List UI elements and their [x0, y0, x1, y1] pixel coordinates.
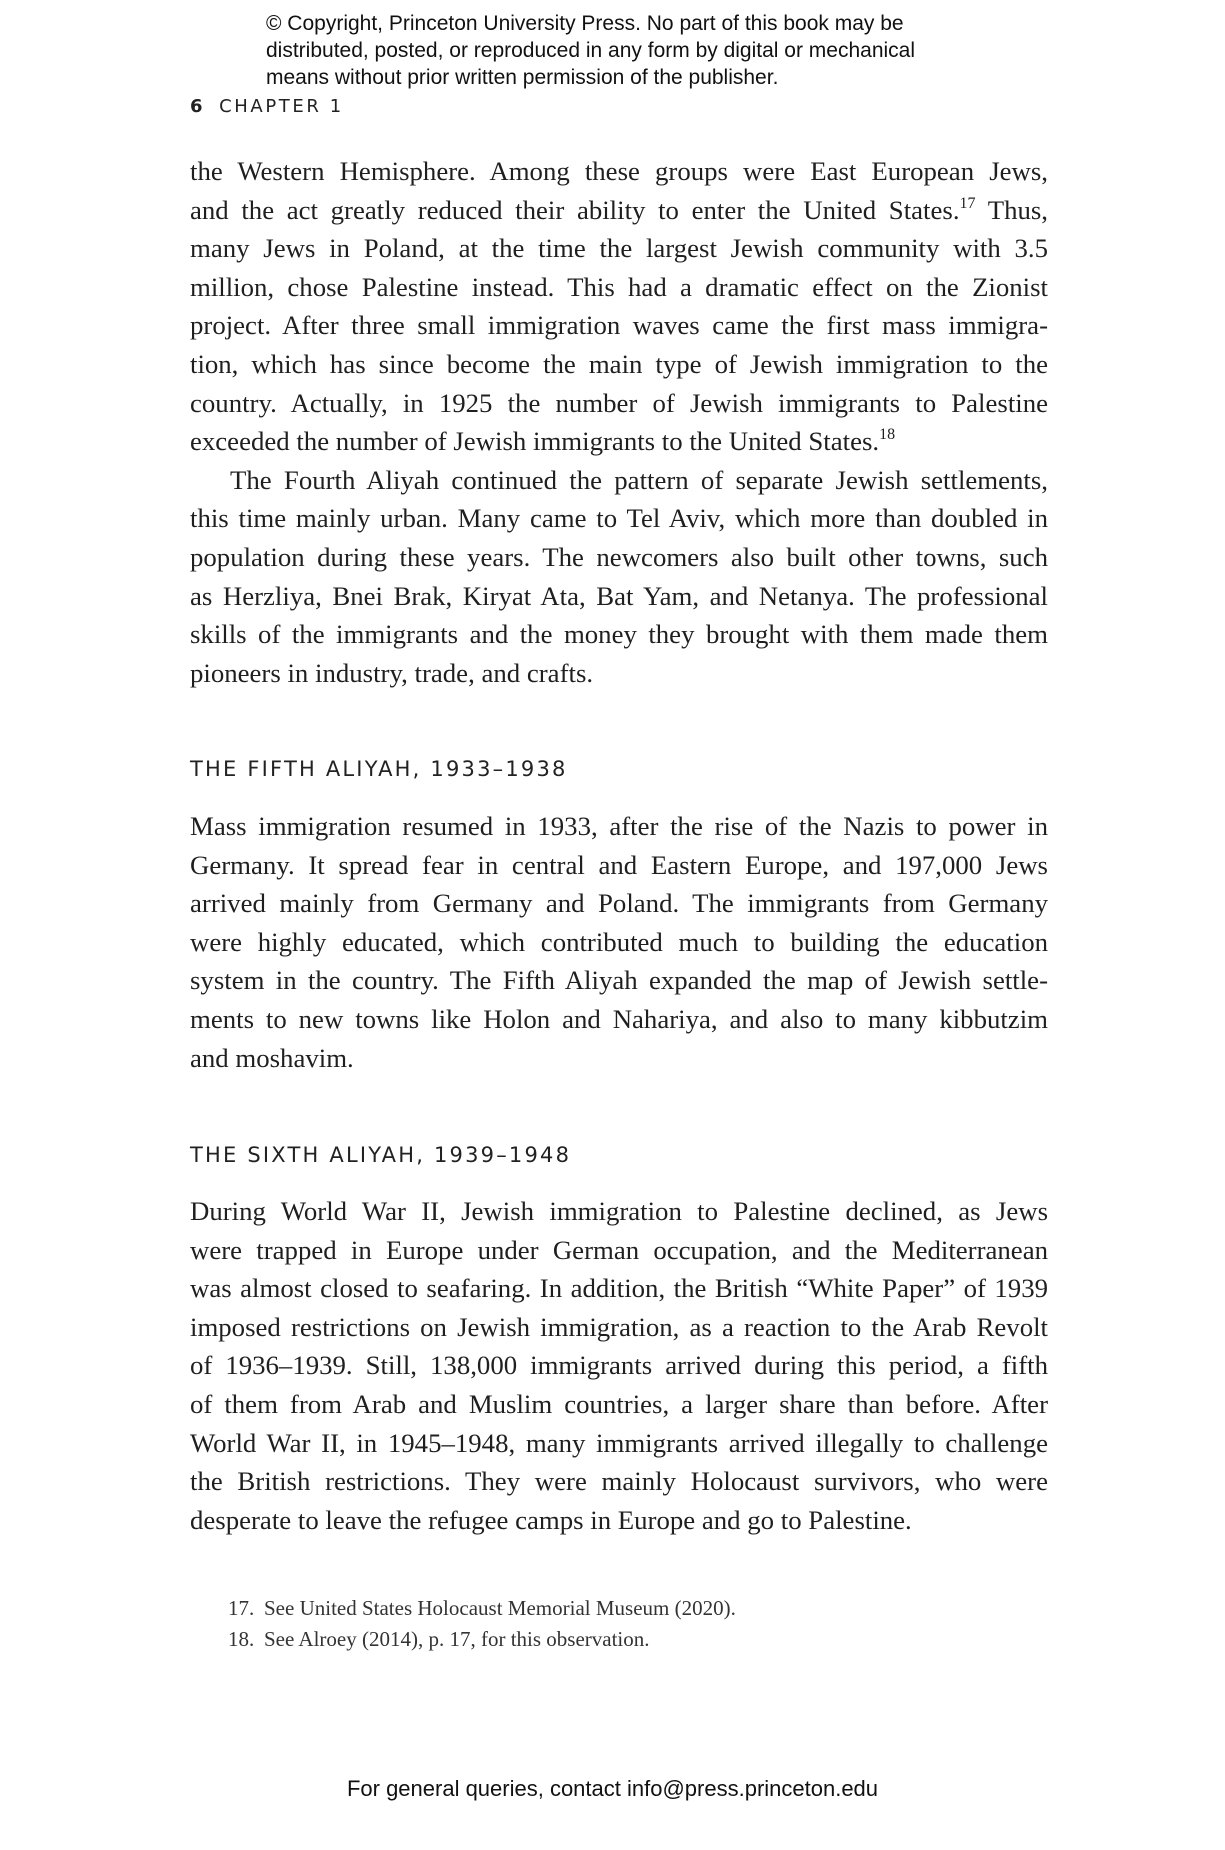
footnote-number: 17. — [228, 1596, 255, 1620]
text-line: this time mainly urban. Many came to Tel Aviv, which more than doubled in — [190, 503, 1048, 534]
text-line: ments to new towns like Holon and Nahariya, and also to many kibbutzim — [190, 1003, 1048, 1034]
copyright-line: means without prior written permission of the publisher. — [266, 66, 779, 89]
paragraph-1 — [190, 152, 1048, 692]
text-line: Mass immigration resumed in 1933, after the rise of the Nazis to power in — [190, 811, 1048, 841]
text-line: The Fourth Aliyah continued the pattern of separate Jewish settlements, — [230, 464, 1048, 495]
text-line: and moshavim. — [190, 1042, 354, 1073]
text-line: system in the country. The Fifth Aliyah expanded the map of Jewish settle- — [190, 965, 1048, 996]
text-line: of them from Arab and Muslim countries, a larger share than before. After — [190, 1388, 1048, 1419]
text-line: were highly educated, which contributed much to building the education — [190, 926, 1048, 957]
text-line: During World War II, Jewish immigration to Palestine declined, as Jews — [190, 1196, 1048, 1226]
text-line: imposed restrictions on Jewish immigration, as a reaction to the Arab Revolt — [190, 1311, 1048, 1342]
text-line: of 1936–1939. Still, 138,000 immigrants arrived during this period, a fifth — [190, 1350, 1048, 1381]
text-line: pioneers in industry, trade, and crafts. — [190, 657, 594, 688]
footnote-18 — [228, 1624, 736, 1655]
running-head — [190, 96, 344, 117]
text-fragment: and the act greatly reduced their ability to enter the United States. — [190, 194, 960, 225]
section-heading-fifth-aliyah: THE FIFTH ALIYAH, 1933–1938 — [190, 757, 568, 781]
text-line: the Western Hemisphere. Among these groups were East European Jews, — [190, 156, 1048, 186]
chapter-label: CHAPTER 1 — [219, 96, 344, 117]
text-line: skills of the immigrants and the money they brought with them made them — [190, 619, 1048, 650]
text-fragment: Thus, — [975, 194, 1048, 225]
footnote-text: See United States Holocaust Memorial Museum (2020). — [264, 1596, 736, 1620]
text-line: World War II, in 1945–1948, many immigrants arrived illegally to challenge — [190, 1427, 1048, 1458]
section-sixth-body — [190, 1192, 1048, 1539]
footnotes — [228, 1593, 736, 1655]
section-heading-sixth-aliyah: THE SIXTH ALIYAH, 1939–1948 — [190, 1143, 572, 1167]
section-fifth-body — [190, 807, 1048, 1077]
text-line: project. After three small immigration waves came the first mass immigra- — [190, 310, 1048, 341]
footnote-number: 18. — [228, 1627, 255, 1651]
copyright-notice — [266, 10, 1026, 91]
footnote-text: See Alroey (2014), p. 17, for this observation. — [264, 1627, 650, 1651]
footnote-ref-17: 17 — [959, 194, 976, 212]
text-line: population during these years. The newcomers also built other towns, such — [190, 541, 1048, 572]
contact-footer: For general queries, contact info@press.princeton.edu — [346, 1776, 879, 1801]
footnote-ref-18: 18 — [879, 426, 896, 444]
text-line: the British restrictions. They were mainly Holocaust survivors, who were — [190, 1466, 1048, 1497]
text-line — [190, 191, 1048, 230]
text-line: country. Actually, in 1925 the number of Jewish immigrants to Palestine — [190, 387, 1048, 418]
text-line: arrived mainly from Germany and Poland. The immigrants from Germany — [190, 888, 1048, 919]
text-line: Germany. It spread fear in central and Eastern Europe, and 197,000 Jews — [190, 849, 1048, 880]
text-line: desperate to leave the refugee camps in Europe and go to Palestine. — [190, 1504, 912, 1535]
copyright-line: distributed, posted, or reproduced in any form by digital or mechanical — [266, 39, 916, 62]
text-line: were trapped in Europe under German occupation, and the Mediterranean — [190, 1234, 1048, 1265]
text-line: as Herzliya, Bnei Brak, Kiryat Ata, Bat Yam, and Netanya. The professional — [190, 580, 1048, 611]
copyright-line: © Copyright, Princeton University Press. No part of this book may be — [266, 12, 904, 35]
text-line: tion, which has since become the main type of Jewish immigration to the — [190, 348, 1048, 379]
page-number: 6 — [190, 96, 206, 117]
text-fragment: exceeded the number of Jewish immigrants to the United States. — [190, 426, 880, 457]
text-line: was almost closed to seafaring. In addition, the British “White Paper” of 1939 — [190, 1273, 1048, 1304]
text-line — [190, 422, 1048, 461]
text-line: many Jews in Poland, at the time the largest Jewish community with 3.5 — [190, 233, 1048, 264]
footnote-17 — [228, 1593, 736, 1624]
text-line: million, chose Palestine instead. This had a dramatic effect on the Zionist — [190, 271, 1048, 302]
